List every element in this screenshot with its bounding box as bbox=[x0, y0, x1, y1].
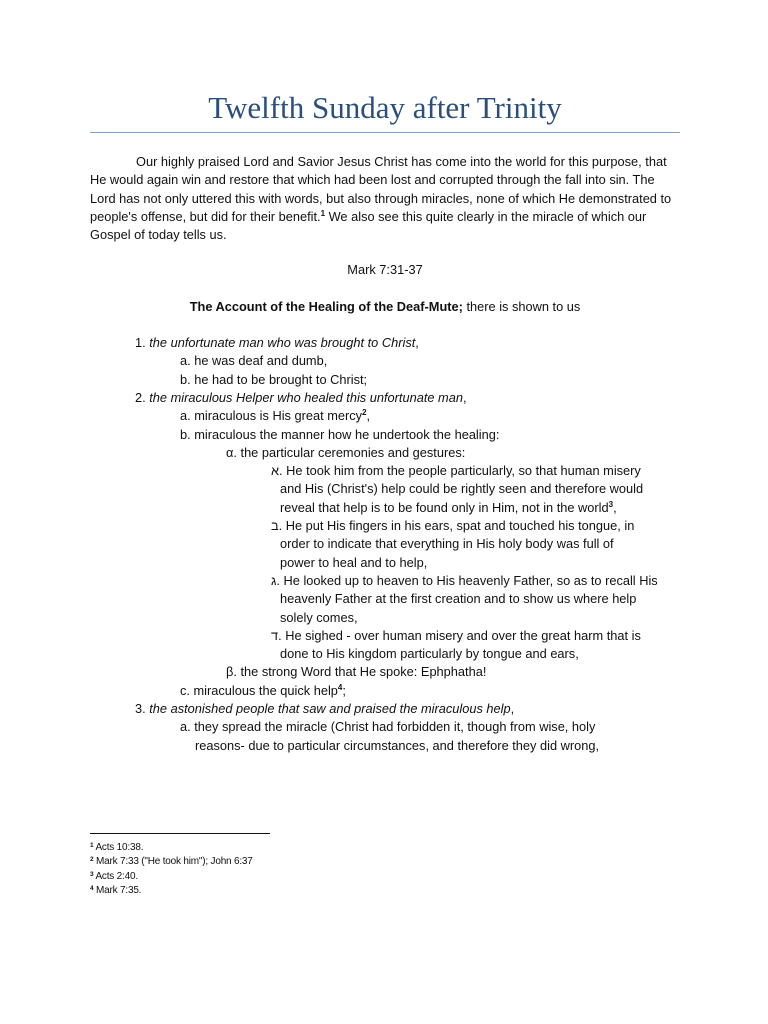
punctuation: , bbox=[613, 499, 617, 515]
item-text: c. miraculous the quick help bbox=[180, 682, 338, 698]
part-number: 3. bbox=[135, 701, 150, 717]
outline-item-gimel-cont: solely comes, bbox=[280, 609, 358, 625]
punctuation: , bbox=[510, 701, 515, 717]
outline-item-1a: a. he was deaf and dumb, bbox=[180, 353, 328, 369]
outline-item-aleph-cont: and His (Christ's) help could be rightly seen and therefore would bbox=[280, 481, 644, 497]
footnote-number: 2 bbox=[90, 856, 94, 864]
part-title: the astonished people that saw and praised the miraculous help bbox=[149, 701, 511, 717]
footnote bbox=[90, 870, 490, 884]
intro-text: Our highly praised Lord and Savior Jesus Christ has come into the world for this purpose, that He would again win and restore that which had been lost and corrupted through the fall into sin. The Lord has not only uttered this with words, but also through miracles, none of which He demonstrated to people's offense, but did for their benefit. bbox=[90, 154, 672, 224]
footnote-text: Acts 10:38. bbox=[95, 842, 144, 853]
outline-item-3a-cont: reasons- due to particular circumstances, and therefore they did wrong, bbox=[195, 737, 600, 753]
part-title: the unfortunate man who was brought to Christ bbox=[149, 335, 416, 351]
punctuation: , bbox=[415, 335, 419, 351]
sermon-outline bbox=[90, 334, 680, 755]
footnote-number: 4 bbox=[90, 884, 94, 892]
part-title: the miraculous Helper who healed this unfortunate man bbox=[149, 389, 463, 405]
punctuation: , bbox=[366, 408, 371, 424]
footnote bbox=[90, 855, 490, 869]
page-title: Twelfth Sunday after Trinity bbox=[208, 90, 562, 125]
outline-part-2 bbox=[90, 389, 680, 407]
outline-item-1b: b. he had to be brought to Christ; bbox=[180, 371, 368, 387]
item-text: a. miraculous is His great mercy bbox=[180, 408, 363, 424]
part-number: 1. bbox=[135, 335, 150, 351]
footnote-separator bbox=[90, 833, 270, 834]
theme-bold: The Account of the Healing of the Deaf-Mute; bbox=[189, 298, 463, 314]
intro-paragraph bbox=[90, 153, 680, 244]
footnote-number: 3 bbox=[90, 870, 94, 878]
outline-item-dalet: ד. He sighed - over human misery and over the great harm that is bbox=[271, 627, 641, 643]
outline-item-dalet-cont: done to His kingdom particularly by tongue and ears, bbox=[280, 646, 579, 662]
outline-item-bet-cont: power to heal and to help, bbox=[280, 554, 428, 570]
outline-item-3a: a. they spread the miracle (Christ had forbidden it, though from wise, holy bbox=[180, 719, 596, 735]
footnote-ref-2: 2 bbox=[362, 408, 367, 418]
footnote-text: Acts 2:40. bbox=[95, 870, 138, 882]
item-text: reveal that help is to be found only in Him, not in the world bbox=[280, 499, 609, 515]
outline-item-2a bbox=[90, 407, 680, 425]
footnote bbox=[90, 841, 490, 855]
outline-item-2c bbox=[90, 682, 680, 700]
outline-part-3 bbox=[90, 700, 680, 718]
outline-item-aleph-cont bbox=[90, 499, 680, 517]
outline-item-bet-cont: order to indicate that everything in His holy body was full of bbox=[280, 536, 614, 552]
outline-item-2b: b. miraculous the manner how he undertook the healing: bbox=[180, 426, 500, 442]
outline-item-aleph: א. He took him from the people particularly, so that human misery bbox=[271, 463, 641, 479]
footnote bbox=[90, 884, 490, 898]
document-body bbox=[90, 153, 680, 755]
title-divider bbox=[90, 132, 680, 133]
outline-item-beta: β. the strong Word that He spoke: Ephphatha! bbox=[226, 664, 487, 680]
sermon-theme bbox=[90, 298, 680, 316]
footnote-ref-3: 3 bbox=[608, 499, 614, 509]
footnote-text: Mark 7:33 ("He took him"); John 6:37 bbox=[96, 856, 253, 868]
scripture-reference: Mark 7:31-37 bbox=[347, 262, 423, 278]
footnote-number: 1 bbox=[90, 842, 94, 849]
punctuation: ; bbox=[342, 682, 346, 698]
footnotes bbox=[90, 841, 490, 898]
punctuation: , bbox=[462, 389, 467, 405]
outline-item-bet: ב. He put His fingers in his ears, spat and touched his tongue, in bbox=[271, 518, 635, 534]
footnote-ref-1: 1 bbox=[320, 208, 326, 218]
footnote-ref-4: 4 bbox=[337, 682, 343, 692]
footnote-text: Mark 7:35. bbox=[96, 884, 142, 896]
outline-item-gimel: ג. He looked up to heaven to His heavenly Father, so as to recall His bbox=[271, 572, 658, 588]
part-number: 2. bbox=[135, 389, 150, 405]
theme-rest: there is shown to us bbox=[462, 298, 581, 314]
outline-part-1 bbox=[90, 334, 680, 352]
outline-item-alpha: α. the particular ceremonies and gestures: bbox=[226, 444, 466, 460]
outline-item-gimel-cont: heavenly Father at the first creation and to show us where help bbox=[280, 591, 637, 607]
intro-text-end: We also see this quite clearly in the miracle of which our Gospel of today tells us. bbox=[90, 208, 647, 243]
